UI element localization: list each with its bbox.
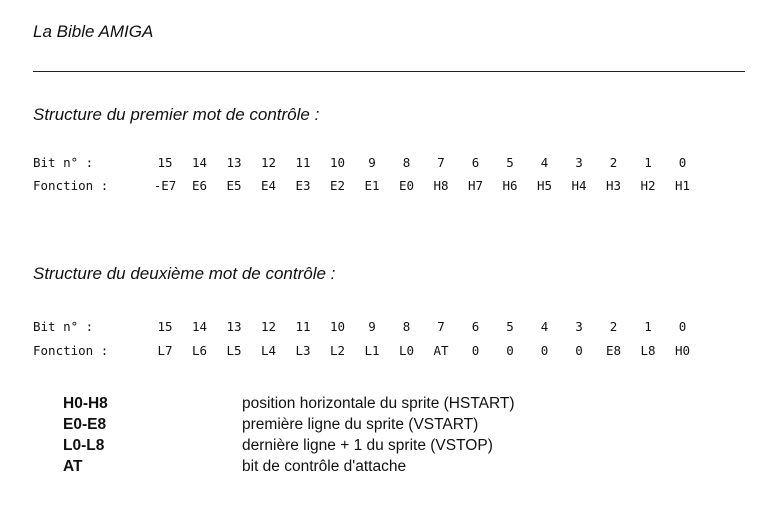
bit-cell: 11	[295, 155, 311, 170]
bit-cell: L0	[398, 343, 415, 358]
legend-code: AT	[63, 458, 83, 475]
legend-description: première ligne du sprite (VSTART)	[242, 416, 479, 433]
bit-cell: E3	[295, 178, 311, 193]
bit-cell: 6	[471, 319, 480, 334]
bit-cell: L6	[191, 343, 208, 358]
bit-cell: 7	[437, 155, 445, 170]
bit-cell: 15	[157, 319, 173, 334]
bit-cell: 0	[575, 343, 583, 358]
bit-cell: H8	[433, 178, 449, 193]
bit-cell: 4	[540, 155, 549, 170]
bit-cell: 9	[368, 155, 376, 170]
function-label: Fonction :	[33, 178, 109, 193]
bit-cell: E2	[329, 178, 346, 193]
bit-cell: 14	[191, 155, 208, 170]
legend-description: position horizontale du sprite (HSTART)	[242, 395, 515, 412]
legend-description: dernière ligne + 1 du sprite (VSTOP)	[242, 437, 493, 454]
bit-cell: 7	[437, 319, 445, 334]
legend-description: bit de contrôle d'attache	[242, 458, 407, 475]
header-divider	[33, 71, 745, 72]
bit-cell: 8	[402, 319, 411, 334]
bit-cell: 1	[644, 155, 652, 170]
bit-cell: H1	[674, 178, 691, 193]
bit-cell: 0	[540, 343, 549, 358]
bit-cell: 0	[678, 319, 687, 334]
function-label: Fonction :	[33, 343, 109, 358]
bit-cell: E0	[398, 178, 415, 193]
bit-cell: H6	[502, 178, 518, 193]
legend-code: E0-E8	[63, 416, 107, 433]
bit-cell: H3	[605, 178, 622, 193]
bit-cell: 10	[329, 319, 346, 334]
bit-cell: L2	[329, 343, 346, 358]
bit-cell: 14	[191, 319, 208, 334]
bit-number-label: Bit n° :	[33, 319, 94, 334]
bit-cell: 12	[260, 319, 277, 334]
bit-cell: AT	[433, 343, 449, 358]
bit-cell: E6	[191, 178, 208, 193]
bit-cell: E5	[226, 178, 242, 193]
bit-cell: H0	[674, 343, 691, 358]
bit-cell: L7	[157, 343, 173, 358]
bit-cell: 10	[329, 155, 346, 170]
legend-code: L0-L8	[63, 437, 105, 454]
bit-cell: 13	[226, 319, 242, 334]
bit-cell: 0	[471, 343, 480, 358]
bit-cell: L8	[640, 343, 656, 358]
bit-cell: 9	[368, 319, 376, 334]
section-title-first-control-word: Structure du premier mot de contrôle :	[33, 105, 320, 124]
bit-cell: 6	[471, 155, 480, 170]
bit-cell: 3	[575, 319, 583, 334]
bit-cell: 8	[402, 155, 411, 170]
bit-cell: 5	[506, 155, 514, 170]
bit-cell: 5	[506, 319, 514, 334]
bit-cell: -E7	[153, 178, 177, 193]
bit-cell: E8	[605, 343, 622, 358]
page-header: La Bible AMIGA	[33, 22, 154, 41]
bit-cell: H5	[536, 178, 553, 193]
bit-cell: H2	[640, 178, 656, 193]
bit-cell: E1	[364, 178, 380, 193]
bit-cell: L5	[226, 343, 242, 358]
bit-cell: L4	[260, 343, 277, 358]
bit-cell: L3	[295, 343, 311, 358]
bit-cell: H7	[467, 178, 484, 193]
bit-cell: 0	[678, 155, 687, 170]
section-title-second-control-word: Structure du deuxième mot de contrôle :	[33, 264, 336, 283]
bit-cell: 13	[226, 155, 242, 170]
bit-cell: L1	[364, 343, 380, 358]
bit-cell: E4	[260, 178, 277, 193]
bit-cell: 1	[644, 319, 652, 334]
bit-cell: H4	[571, 178, 587, 193]
bit-cell: 15	[157, 155, 173, 170]
bit-number-label: Bit n° :	[33, 155, 94, 170]
bit-cell: 11	[295, 319, 311, 334]
bit-cell: 2	[609, 319, 618, 334]
bit-cell: 0	[506, 343, 514, 358]
legend-code: H0-H8	[63, 395, 108, 412]
bit-cell: 12	[260, 155, 277, 170]
bit-cell: 4	[540, 319, 549, 334]
bit-cell: 3	[575, 155, 583, 170]
bit-cell: 2	[609, 155, 618, 170]
